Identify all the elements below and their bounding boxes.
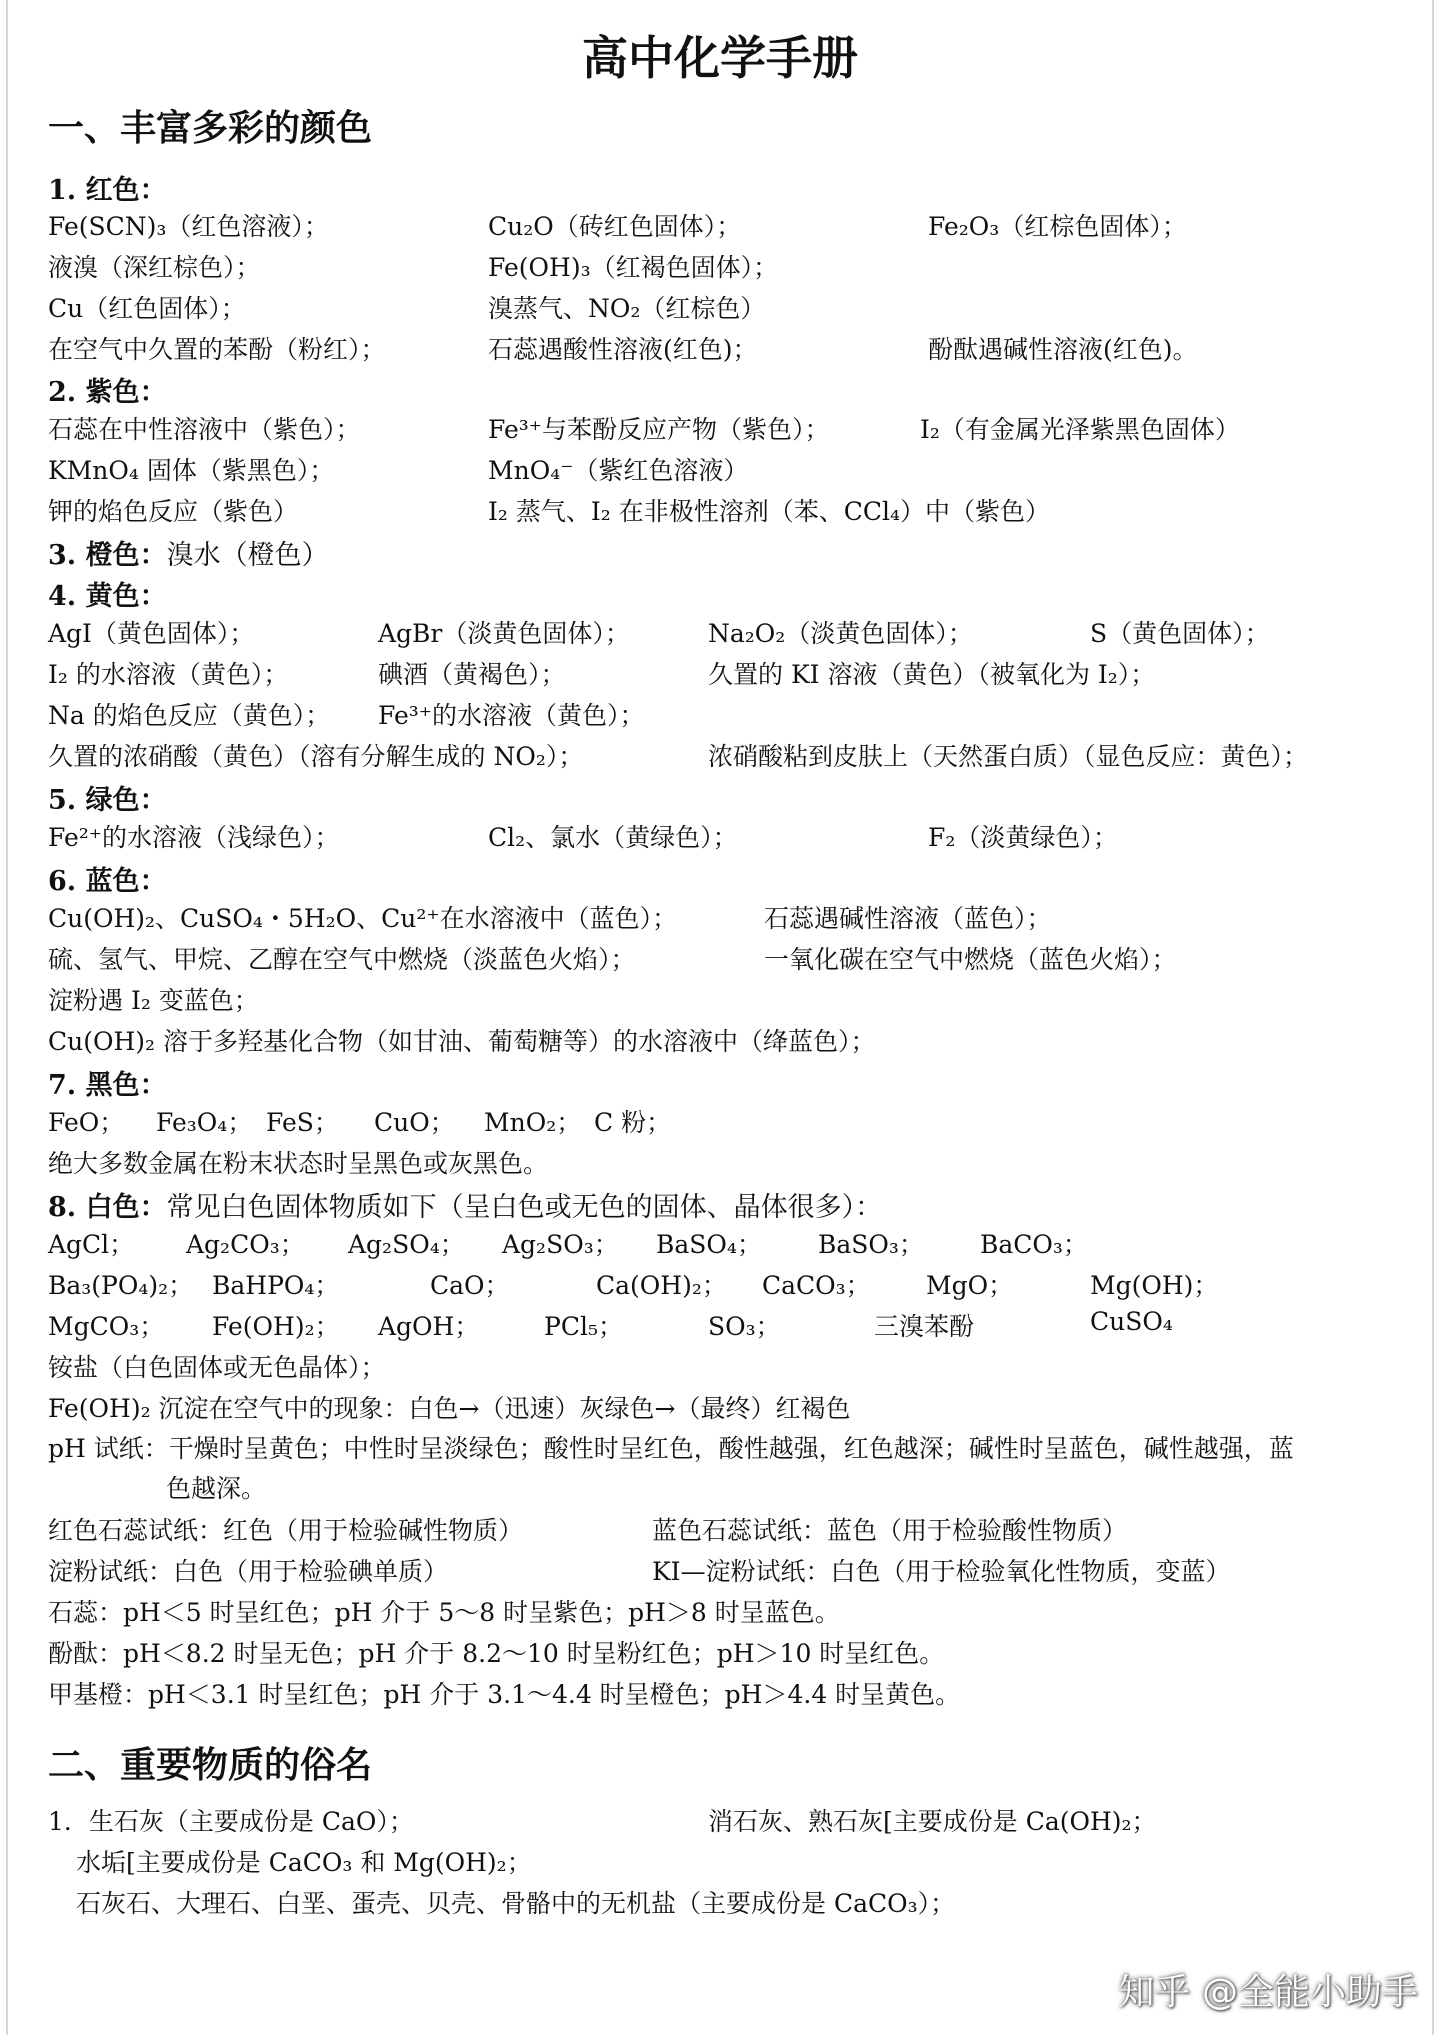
section-heading-common-names: 二、重要物质的俗名 [48,1745,373,1786]
watermark: 知乎 @全能小助手 [1118,1972,1418,2013]
document-page: 高中化学手册 一、丰富多彩的颜色 1. 红色： Fe(SCN)₃（红色溶液）； Cu₂O（砖红色固体）； Fe₂O₃（红棕色固体）； 液溴（深红棕色）； Fe(OH)₃（红褐色固体）； Cu（红色固体）； 溴蒸气、NO₂（红棕色） 在空气中久置的苯酚（粉红）； 石蕊遇酸性溶液(红色)； 酚酞遇碱性溶液(红色)。 2. 紫色： 石蕊在中性溶液中（紫色）； Fe³⁺与苯酚反应产物（紫色）； I₂（有金属光泽紫黑色固体） KMnO₄ 固体（紫黑色）； MnO₄⁻（紫红色溶液） 钾的焰色反应（紫色） I₂ 蒸气、I₂ 在非极性溶剂（苯、CCl₄）中（紫色） 3. 橙色：溴水（橙色） 4. 黄色： AgI（黄色固体）； AgBr（淡黄色固体）； Na₂O₂（淡黄色固体）； S（黄色固体）； I₂ 的水溶液（黄色）； 碘酒（黄褐色）； 久置的 KI 溶液（黄色）（被氧化为 I₂）； Na 的焰色反应（黄色）； Fe³⁺的水溶液（黄色）； 久置的浓硝酸（黄色）（溶有分解生成的 NO₂）； 浓硝酸粘到皮肤上（天然蛋白质）（显色反应：黄色）； 5. 绿色： Fe²⁺的水溶液（浅绿色）； Cl₂、氯水（黄绿色）； F₂（淡黄绿色）； 6. 蓝色： Cu(OH)₂、CuSO₄・5H₂O、Cu²⁺在水溶液中（蓝色）； 石蕊遇碱性溶液（蓝色）； 硫、氢气、甲烷、乙醇在空气中燃烧（淡蓝色火焰）； 一氧化碳在空气中燃烧（蓝色火焰）； 淀粉遇 I₂ 变蓝色； Cu(OH)₂ 溶于多羟基化合物（如甘油、葡萄糖等）的水溶液中（绛蓝色）； 7. 黑色： FeO； Fe₃O₄； FeS； CuO； MnO₂； C 粉； 绝大多数金属在粉末状态时呈黑色或灰黑色。 8. 白色：常见白色固体物质如下（呈白色或无色的固体、晶体很多）： AgCl； Ag₂CO₃； Ag₂SO₄； Ag₂SO₃； BaSO₄； BaSO₃； BaCO₃； Ba₃(PO₄)₂； BaHPO₄； CaO； Ca(OH)₂； CaCO₃； MgO； Mg(OH)； MgCO₃； Fe(OH)₂； AgOH； PCl₅； SO₃； 三溴苯酚 CuSO₄ 铵盐（白色固体或无色晶体）； Fe(OH)₂ 沉淀在空气中的现象：白色→（迅速）灰绿色→（最终）红褐色 pH 试纸：干燥时呈黄色；中性时呈淡绿色；酸性时呈红色，酸性越强，红色越深；碱性时呈蓝色，碱性越强，蓝 色越深。 红色石蕊试纸：红色（用于检验碱性物质） 蓝色石蕊试纸：蓝色（用于检验酸性物质） 淀粉试纸：白色（用于检验碘单质） KI—淀粉试纸：白色（用于检验氧化性物质，变蓝） 石蕊：pH＜5 时呈红色；pH 介于 5～8 时呈紫色；pH＞8 时呈蓝色。 酚酞：pH＜8.2 时呈无色；pH 介于 8.2～10 时呈粉红色；pH＞10 时呈红色。 甲基橙：pH＜3.1 时呈红色；pH 介于 3.1～4.4 时呈橙色；pH＞4.4 时呈黄色。 二、重要物质的俗名 1．生石灰（主要成份是 CaO）； 消石灰、熟石灰[主要成份是 Ca(OH)₂； 水垢[主要成份是 CaCO₃ 和 Mg(OH)₂； 石灰石、大理石、白垩、蛋壳、贝壳、骨骼中的无机盐（主要成份是 CaCO₃）； 知乎 @全能小助手 [0,0,1440,2035]
scan-edge-left [6,0,8,2035]
ph-paper-line-2: 色越深。 [166,1474,267,1503]
heading-white: 8. 白色：常见白色固体物质如下（呈白色或无色的固体、晶体很多）： [48,1192,883,1223]
heading-green: 5. 绿色： [48,785,167,816]
page-title: 高中化学手册 [582,31,858,85]
scan-edge-right [1432,0,1434,2035]
heading-yellow: 4. 黄色： [48,581,167,612]
heading-blue: 6. 蓝色： [48,866,167,897]
ph-paper-line-1: pH 试纸：干燥时呈黄色；中性时呈淡绿色；酸性时呈红色，酸性越强，红色越深；碱性时呈蓝色，碱性越强，蓝 [48,1434,1294,1463]
heading-black: 7. 黑色： [48,1070,167,1101]
ph-paper-paragraph [48,1429,1388,1509]
heading-orange: 3. 橙色：溴水（橙色） [48,540,329,571]
section-heading-colors: 一、丰富多彩的颜色 [48,108,373,149]
heading-purple: 2. 紫色： [48,377,167,408]
heading-red: 1. 红色： [48,175,167,206]
